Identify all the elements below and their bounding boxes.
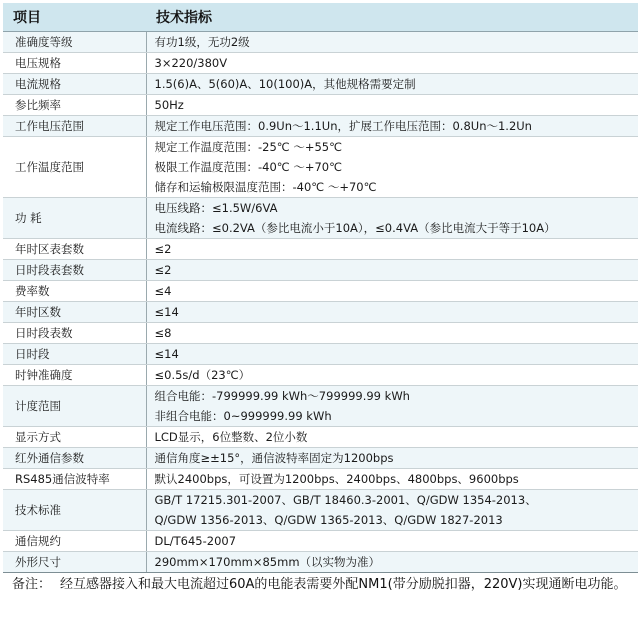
row-value bbox=[146, 302, 638, 323]
table-row bbox=[3, 260, 638, 281]
table-row bbox=[3, 95, 638, 116]
value-line: ≤2 bbox=[154, 242, 172, 256]
value-line: LCD显示，6位整数、2位小数 bbox=[154, 430, 308, 444]
row-label: 计度范围 bbox=[3, 386, 146, 427]
table-header-row bbox=[3, 3, 638, 32]
row-value bbox=[146, 32, 638, 53]
row-label: 日时段 bbox=[3, 344, 146, 365]
table-row bbox=[3, 239, 638, 260]
table-row bbox=[3, 531, 638, 552]
value-line: 3×220/380V bbox=[154, 56, 228, 70]
table-row bbox=[3, 137, 638, 198]
row-value bbox=[146, 386, 638, 427]
row-value bbox=[146, 116, 638, 137]
value-line: 50Hz bbox=[154, 98, 184, 112]
value-line: Q/GDW 1356-2013、Q/GDW 1365-2013、Q/GDW 1827-2013 bbox=[154, 513, 503, 527]
spec-table bbox=[3, 3, 638, 573]
value-line: 有功1级，无功2级 bbox=[154, 35, 250, 49]
row-value bbox=[146, 552, 638, 573]
value-line: ≤2 bbox=[154, 263, 172, 277]
table-row bbox=[3, 427, 638, 448]
table-row bbox=[3, 302, 638, 323]
row-label: 年时区数 bbox=[3, 302, 146, 323]
value-line: 电流线路：≤0.2VA（参比电流小于10A），≤0.4VA（参比电流大于等于10A） bbox=[154, 221, 556, 235]
value-line: 290mm×170mm×85mm（以实物为准） bbox=[154, 555, 381, 569]
row-label: 费率数 bbox=[3, 281, 146, 302]
row-value bbox=[146, 74, 638, 95]
row-value bbox=[146, 281, 638, 302]
row-label: 通信规约 bbox=[3, 531, 146, 552]
row-label: 技术标准 bbox=[3, 490, 146, 531]
value-line: ≤14 bbox=[154, 305, 179, 319]
row-label: 红外通信参数 bbox=[3, 448, 146, 469]
row-value bbox=[146, 365, 638, 386]
row-value bbox=[146, 239, 638, 260]
table-row bbox=[3, 32, 638, 53]
row-value bbox=[146, 531, 638, 552]
table-row bbox=[3, 386, 638, 427]
row-label: 电压规格 bbox=[3, 53, 146, 74]
value-line: 极限工作温度范围：-40℃ ～+70℃ bbox=[154, 160, 343, 174]
table-row bbox=[3, 469, 638, 490]
row-label: 参比频率 bbox=[3, 95, 146, 116]
table-row bbox=[3, 552, 638, 573]
footnote-prefix: 备注： bbox=[12, 577, 52, 592]
table-row bbox=[3, 344, 638, 365]
value-line: ≤14 bbox=[154, 347, 179, 361]
row-value bbox=[146, 448, 638, 469]
row-value bbox=[146, 323, 638, 344]
value-line: ≤0.5s/d（23℃） bbox=[154, 368, 251, 382]
header-spec: 技术指标 bbox=[146, 3, 638, 32]
footnote-text: 经互感器接入和最大电流超过60A的电能表需要外配NM1(带分励脱扣器，220V)实现通断电功能。 bbox=[60, 577, 627, 592]
value-line: 电压线路：≤1.5W/6VA bbox=[154, 201, 278, 215]
row-label: 外形尺寸 bbox=[3, 552, 146, 573]
value-line: 储存和运输极限温度范围：-40℃ ～+70℃ bbox=[154, 180, 377, 194]
row-value bbox=[146, 137, 638, 198]
row-label: 时钟准确度 bbox=[3, 365, 146, 386]
value-line: ≤8 bbox=[154, 326, 172, 340]
row-value bbox=[146, 95, 638, 116]
table-row bbox=[3, 365, 638, 386]
row-label: 工作温度范围 bbox=[3, 137, 146, 198]
row-label: 电流规格 bbox=[3, 74, 146, 95]
value-line: ≤4 bbox=[154, 284, 172, 298]
value-line: DL/T645-2007 bbox=[154, 534, 237, 548]
value-line: 默认2400bps，可设置为1200bps、2400bps、4800bps、9600bps bbox=[154, 472, 519, 486]
value-line: 规定工作温度范围：-25℃ ～+55℃ bbox=[154, 140, 343, 154]
row-label: RS485通信波特率 bbox=[3, 469, 146, 490]
value-line: 规定工作电压范围：0.9Un～1.1Un，扩展工作电压范围：0.8Un～1.2Un bbox=[154, 119, 532, 133]
row-label: 功 耗 bbox=[3, 198, 146, 239]
row-value bbox=[146, 198, 638, 239]
spec-table-body bbox=[3, 32, 638, 573]
row-value bbox=[146, 53, 638, 74]
table-row bbox=[3, 490, 638, 531]
value-line: 1.5(6)A、5(60)A、10(100)A，其他规格需要定制 bbox=[154, 77, 416, 91]
table-row bbox=[3, 281, 638, 302]
row-value bbox=[146, 344, 638, 365]
table-row bbox=[3, 53, 638, 74]
row-label: 工作电压范围 bbox=[3, 116, 146, 137]
row-label: 年时区表套数 bbox=[3, 239, 146, 260]
row-label: 日时段表数 bbox=[3, 323, 146, 344]
header-item: 项目 bbox=[3, 3, 146, 32]
row-value bbox=[146, 490, 638, 531]
table-row bbox=[3, 448, 638, 469]
row-label: 准确度等级 bbox=[3, 32, 146, 53]
table-row bbox=[3, 323, 638, 344]
row-value bbox=[146, 469, 638, 490]
row-label: 显示方式 bbox=[3, 427, 146, 448]
value-line: 组合电能：-799999.99 kWh～799999.99 kWh bbox=[154, 389, 410, 403]
value-line: 通信角度≥±15°，通信波特率固定为1200bps bbox=[154, 451, 394, 465]
row-label: 日时段表套数 bbox=[3, 260, 146, 281]
row-value bbox=[146, 427, 638, 448]
table-row bbox=[3, 74, 638, 95]
table-row bbox=[3, 198, 638, 239]
footnote bbox=[12, 574, 636, 595]
row-value bbox=[146, 260, 638, 281]
value-line: GB/T 17215.301-2007、GB/T 18460.3-2001、Q/GDW 1354-2013、 bbox=[154, 493, 537, 507]
table-row bbox=[3, 116, 638, 137]
value-line: 非组合电能：0~999999.99 kWh bbox=[154, 409, 332, 423]
